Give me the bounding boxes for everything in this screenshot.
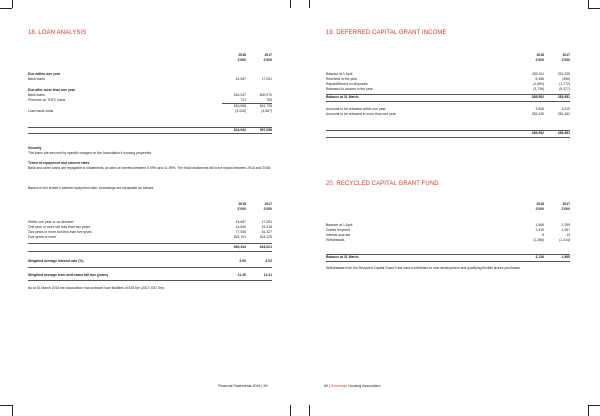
page-footer-left: Financial Statements 2018 | 59 [218,384,268,388]
terms-heading: Terms of repayment and interest rates [28,161,90,165]
divider [28,280,272,281]
lender-text: Based on the lender's earliest repayment date, borrowings are repayable as follows: [28,186,154,190]
divider [28,243,272,244]
column-header-2017: 2017 £'000 [561,53,570,62]
column-header-2018: 2018 £'000 [237,53,246,62]
brand-suffix: Housing Association [348,384,381,388]
divider [28,251,272,252]
column-header-2018: 2018 £'000 [535,53,544,62]
column-header-2017: 2017 £'000 [263,202,272,211]
brand-name: Sovereign [330,384,348,388]
security-text: The loans are secured by specific charges on the Association's housing properties. [28,151,153,155]
security-heading: Security [28,146,42,150]
terms-text: Bank and other loans are repayable in instalments, at rates of interest between 0.99% and 11.99%. The final instalments fall to be repaid between 2018 and 2048. [28,166,271,170]
divider [28,267,272,268]
page-footer-right: 60 | Sovereign Housing Association [324,384,381,388]
undrawn-facilities-note: As at 31 March 2018 the Association has undrawn loan facilities of £49.5m (2017: £57.5m). [28,286,165,290]
divider [28,133,272,134]
section-title-loan-analysis: 18. LOAN ANALYSIS [28,30,87,36]
rcgf-note: Withdrawals from the Recycled Capital Grant Fund have contributed to new development and qualifying flexible tenure purchases. [326,266,522,270]
right-page: 19. DEFERRED CAPITAL GRANT INCOME 2018 £'000 2017 £'000 Balance at 1 April 283,911 291,326 Received in the year 8,456 (496) Repaid/Moved on disposals (2,680) (1,772) Released to income in the year (3,736) (5,377) Balance at 31 March 285,952 283,981 Amounts to be released within one year 3,526 3,419 Amounts to be released in more than one year 283,426 281,462 285,952 283,981 20. RECYCLED CAPITAL GRANT FUND 2018 £'000 2017 £'000 Balance at 1 April 1,965 2,299 Grants recycled 2,419 1,067 Interest accrued 8 13 Withdrawals (1,266) (1,414) Balance at 31 March 3,126 1,965 Withdrawals from the Recycled Capital Grant Fund have contributed to new development and qualifying flexible tenure purchases. 60 | Sovereign Housing Association [300,0,600,416]
column-header-2017: 2017 £'000 [561,202,570,211]
section-title-recycled-capital-grant: 20. RECYCLED CAPITAL GRANT FUND [326,181,439,187]
section-title-deferred-capital-grant: 19. DEFERRED CAPITAL GRANT INCOME [326,30,447,36]
page-number: 60 [324,384,328,388]
divider [326,261,570,262]
column-header-2018: 2018 £'000 [237,202,246,211]
divider [326,101,570,102]
column-header-2017: 2017 £'000 [263,53,272,62]
left-page: 18. LOAN ANALYSIS 2018 £'000 2017 £'000 Due within one year Bank loans 14,087 17,051 Due after more than one year Bank loans 616,247 600,970 Premium on THFC loans 721 755 616,968 601,725 Loan issue costs (3,026) (4,667) 613,942 597,058 Security The loans are secured by specific charges on the Association's housing properties. Terms of repayment and interest rates Bank and other loans are repayable in instalments, at rates of interest between 0.99% and 11.99%. The final instalments fall to be repaid between 2018 and 2048. Based on the lender's earliest repayment date, borrowings are repayable as follows: 2018 £'000 2017 £'000 Within one year or on demand 14,087 17,051 One year or more but less than two years 14,540 15,318 Two years or more but less than five years 77,006 61,427 Five years or more 524,701 524,225 630,334 618,021 Weighted average interest rate (%) 3.90 4.02 Weighted average term until loans fall due (years) 11.30 11.21 As at 31 March 2018 the Association has undrawn loan facilities of £49.5m (2017: £57.5m). Financial Statements 2018 | 59 [0,0,300,416]
divider [326,137,570,138]
column-header-2018: 2018 £'000 [535,202,544,211]
